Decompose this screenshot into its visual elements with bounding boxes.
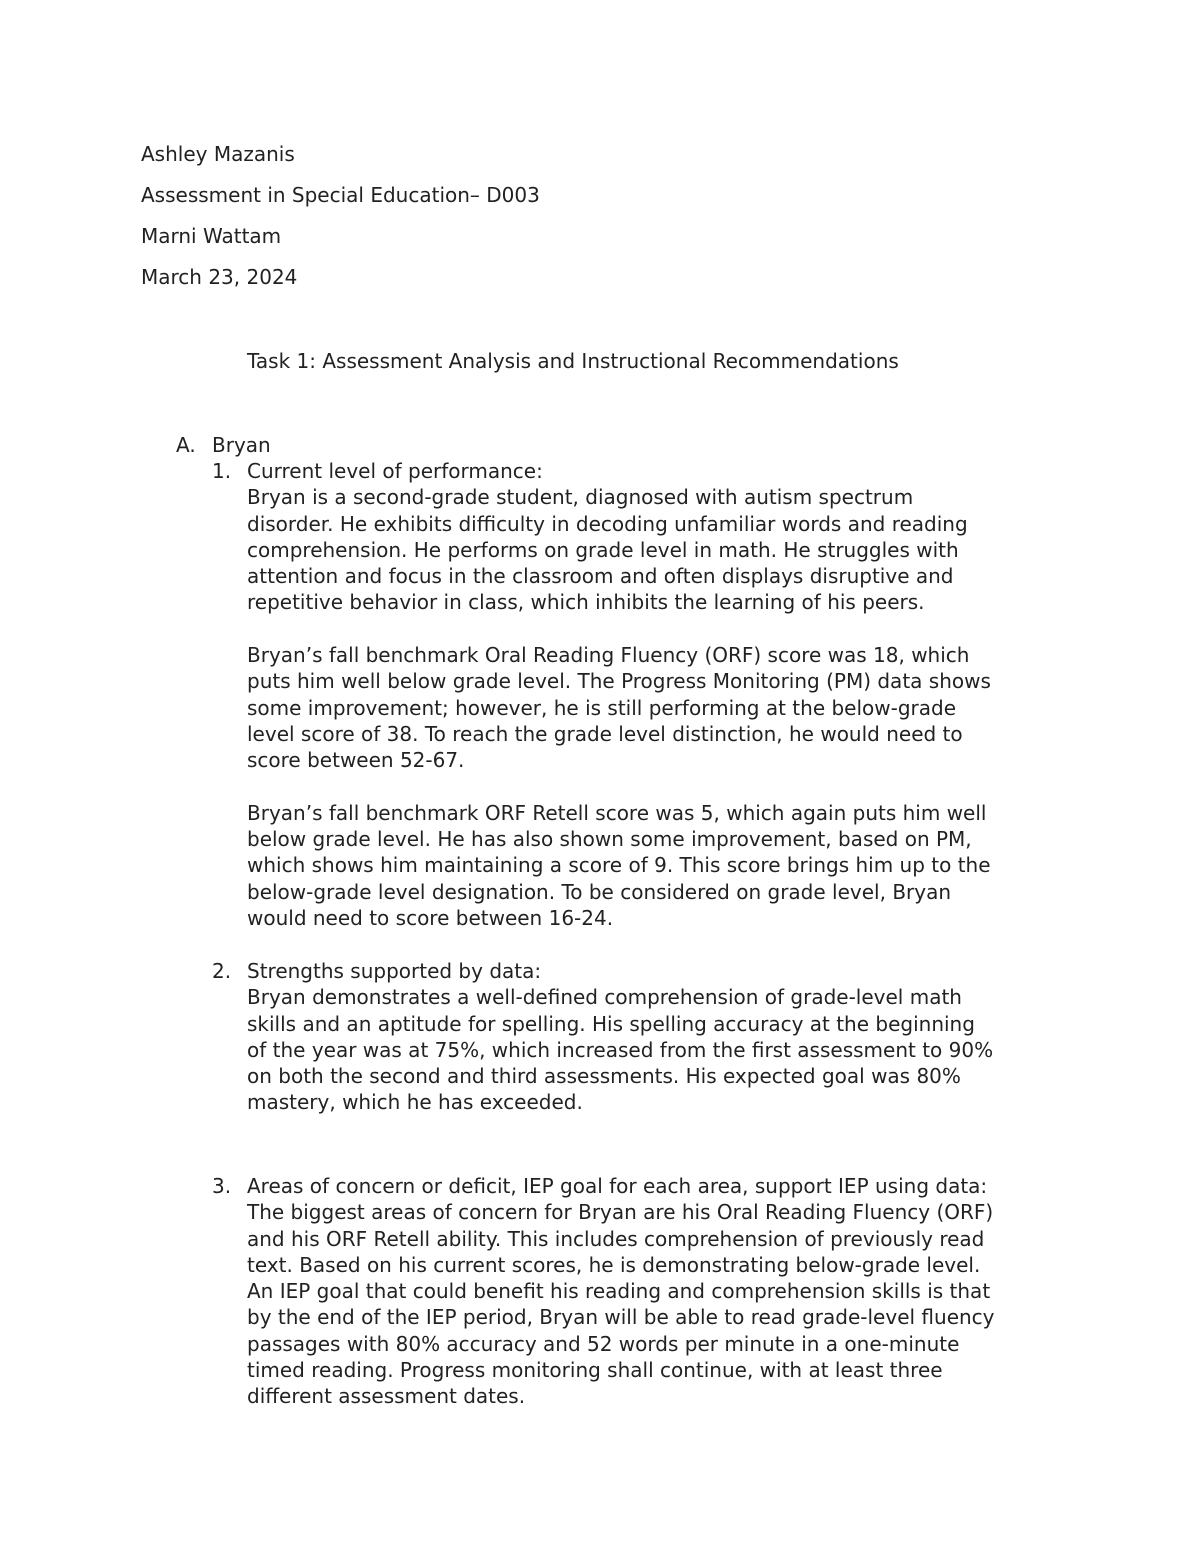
text-line: different assessment dates. (247, 1384, 526, 1409)
text-line: Bryan is a second-grade student, diagnosed with autism spectrum (247, 485, 914, 510)
list-item-current-performance (212, 458, 1072, 931)
text-line: repetitive behavior in class, which inhibits the learning of his peers. (247, 590, 925, 615)
text-line: score between 52-67. (247, 748, 465, 773)
paragraph (247, 484, 1072, 615)
text-line: text. Based on his current scores, he is demonstrating below-grade level. (247, 1252, 981, 1277)
text-line: comprehension. He performs on grade level in math. He struggles with (247, 537, 959, 562)
instructor-name: Marni Wattam (141, 224, 282, 248)
text-line: skills and an aptitude for spelling. His spelling accuracy at the beginning (247, 1011, 975, 1036)
text-line: and his ORF Retell ability. This includes comprehension of previously read (247, 1226, 985, 1251)
text-line: The biggest areas of concern for Bryan are his Oral Reading Fluency (ORF) (247, 1200, 994, 1225)
document-title: Task 1: Assessment Analysis and Instructional Recommendations (247, 349, 899, 373)
text-line: Bryan’s fall benchmark ORF Retell score was 5, which again puts him well (247, 800, 987, 825)
paragraph (247, 800, 1072, 931)
text-line: Bryan demonstrates a well-defined comprehension of grade-level math (247, 985, 962, 1010)
text-line: puts him well below grade level. The Progress Monitoring (PM) data shows (247, 669, 991, 694)
section-letter: A. (176, 433, 196, 457)
course-name: Assessment in Special Education– D003 (141, 183, 540, 207)
text-line: which shows him maintaining a score of 9. This score brings him up to the (247, 853, 991, 878)
text-line: timed reading. Progress monitoring shall continue, with at least three (247, 1358, 943, 1383)
text-line: by the end of the IEP period, Bryan will be able to read grade-level fluency (247, 1305, 995, 1330)
text-line: disorder. He exhibits difficulty in decoding unfamiliar words and reading (247, 511, 968, 536)
document-date: March 23, 2024 (141, 265, 298, 289)
paragraph (247, 642, 1072, 773)
paragraph (247, 1199, 1072, 1409)
text-line: some improvement; however, he is still performing at the below-grade (247, 695, 957, 720)
text-line: An IEP goal that could benefit his reading and comprehension skills is that (247, 1279, 991, 1304)
text-line: would need to score between 16-24. (247, 906, 614, 931)
section-heading (176, 432, 271, 458)
item-number: 2. (212, 959, 232, 983)
item-body (247, 1173, 1072, 1410)
text-line: level score of 38. To reach the grade level distinction, he would need to (247, 721, 963, 746)
text-line: below grade level. He has also shown some improvement, based on PM, (247, 827, 972, 852)
text-line: attention and focus in the classroom and often displays disruptive and (247, 564, 954, 589)
item-number: 3. (212, 1174, 232, 1198)
list-item-areas-of-concern (212, 1173, 1072, 1410)
text-line: on both the second and third assessments. His expected goal was 80% (247, 1064, 961, 1089)
item-number: 1. (212, 459, 232, 483)
section-name: Bryan (212, 433, 271, 457)
author-name: Ashley Mazanis (141, 142, 295, 166)
text-line: below-grade level designation. To be considered on grade level, Bryan (247, 879, 952, 904)
text-line: mastery, which he has exceeded. (247, 1090, 583, 1115)
item-body (247, 958, 1072, 1116)
item-label: Current level of performance: (247, 459, 543, 483)
text-line: passages with 80% accuracy and 52 words per minute in a one-minute (247, 1331, 960, 1356)
list-item-strengths (212, 958, 1072, 1116)
item-label: Strengths supported by data: (247, 959, 542, 983)
item-body (247, 458, 1072, 931)
text-line: of the year was at 75%, which increased from the first assessment to 90% (247, 1037, 994, 1062)
item-label: Areas of concern or deficit, IEP goal for each area, support IEP using data: (247, 1174, 988, 1198)
paragraph (247, 984, 1072, 1115)
text-line: Bryan’s fall benchmark Oral Reading Fluency (ORF) score was 18, which (247, 643, 970, 668)
